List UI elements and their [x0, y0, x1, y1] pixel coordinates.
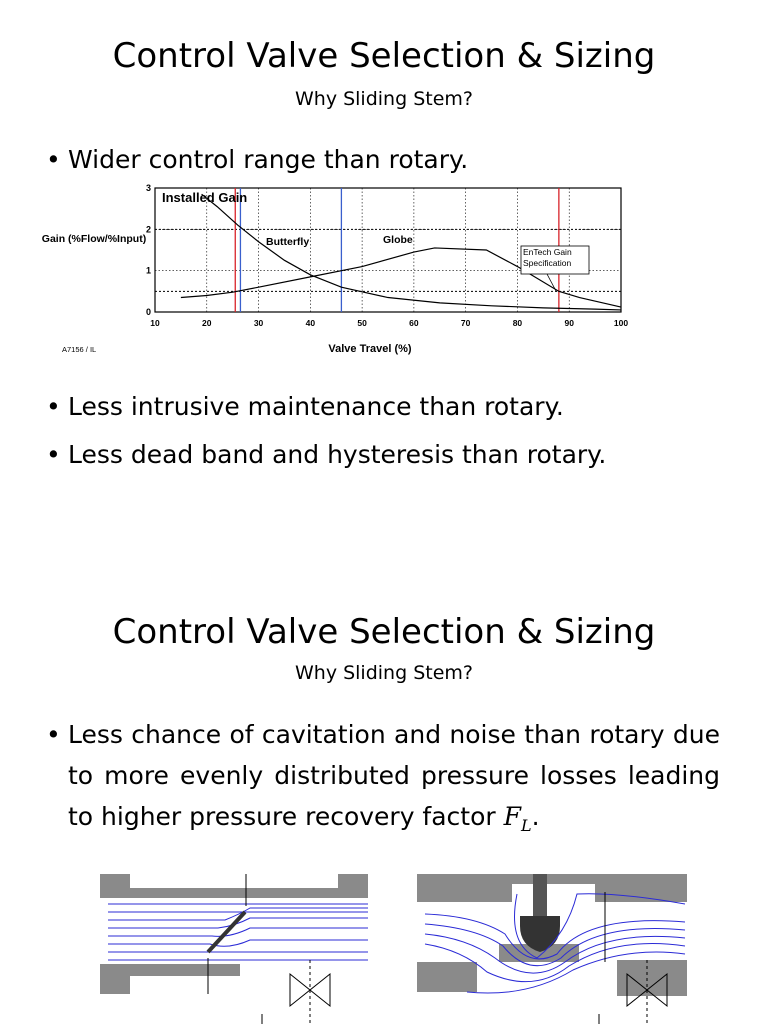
- slide-2-title: Control Valve Selection & Sizing: [112, 612, 656, 652]
- y-tick-label: 3: [145, 183, 151, 193]
- slide-1-title: Control Valve Selection & Sizing: [112, 36, 656, 76]
- corner-label-line-1: Installed Gain: [162, 190, 248, 205]
- flange-bottom: [100, 964, 130, 994]
- figure-id: A7156 / IL: [62, 345, 97, 354]
- slide-2-bullets: [38, 714, 720, 864]
- x-tick-label: 20: [202, 318, 212, 328]
- x-tick-labels: [150, 318, 628, 328]
- x-tick-label: 50: [357, 318, 367, 328]
- series-label-butterfly: Butterfly: [266, 236, 310, 248]
- x-tick-label: 90: [564, 318, 574, 328]
- bonnet: [512, 874, 595, 884]
- x-tick-label: 60: [409, 318, 419, 328]
- series-label-globe: Globe: [383, 234, 413, 246]
- bullet-cavitation-text: Less chance of cavitation and noise than rotary due to more evenly distributed pressure losses leading to higher pressure recovery factor: [68, 720, 720, 831]
- slide-1-bullets-bottom: [38, 392, 738, 488]
- butterfly-valve-diagram: [100, 874, 370, 1024]
- x-axis-label: Valve Travel (%): [328, 343, 412, 355]
- x-tick-label: 40: [305, 318, 316, 328]
- y-tick-label: 1: [145, 265, 151, 276]
- y-tick-label: 2: [145, 224, 151, 235]
- flange-top: [100, 874, 130, 898]
- pipe-wall-top: [100, 888, 368, 898]
- symbol-main: F: [503, 802, 521, 831]
- x-tick-label: 80: [512, 318, 523, 328]
- bullet-wider-range: • Wider control range than rotary.: [38, 145, 738, 175]
- slide-2-subtitle: Why Sliding Stem?: [294, 662, 473, 684]
- gain-chart: [40, 180, 640, 360]
- spec-label: EnTech Gain Specification: [523, 247, 572, 268]
- vertical-markers: [235, 188, 559, 312]
- globe-valve-diagram: [417, 874, 687, 1024]
- x-tick-label: 70: [460, 318, 471, 328]
- body-top-left: [417, 874, 512, 902]
- x-tick-label: 10: [150, 318, 160, 328]
- bullet-less-dead-band: • Less dead band and hysteresis than rotary.: [38, 440, 738, 470]
- spec-arrow: [547, 274, 556, 291]
- valve-symbol-icon-left: [290, 960, 330, 1024]
- stem: [533, 874, 547, 916]
- bullet-cavitation: [38, 714, 720, 846]
- slide-1-subtitle: Why Sliding Stem?: [294, 88, 473, 110]
- y-axis-label: Gain (%Flow/%Input): [41, 233, 147, 245]
- y-tick-label: 0: [145, 307, 151, 317]
- body-bottom-left: [417, 962, 477, 992]
- x-tick-label: 100: [613, 318, 629, 328]
- recovery-factor-symbol: [503, 802, 532, 835]
- x-tick-label: 30: [253, 318, 264, 328]
- bullet-less-maintenance: • Less intrusive maintenance than rotary.: [38, 392, 738, 422]
- symbol-end: .: [531, 802, 540, 831]
- flange-top-right: [338, 874, 368, 898]
- flow-lines: [108, 904, 368, 960]
- slide-2: [0, 600, 768, 1024]
- symbol-sub: L: [521, 816, 532, 835]
